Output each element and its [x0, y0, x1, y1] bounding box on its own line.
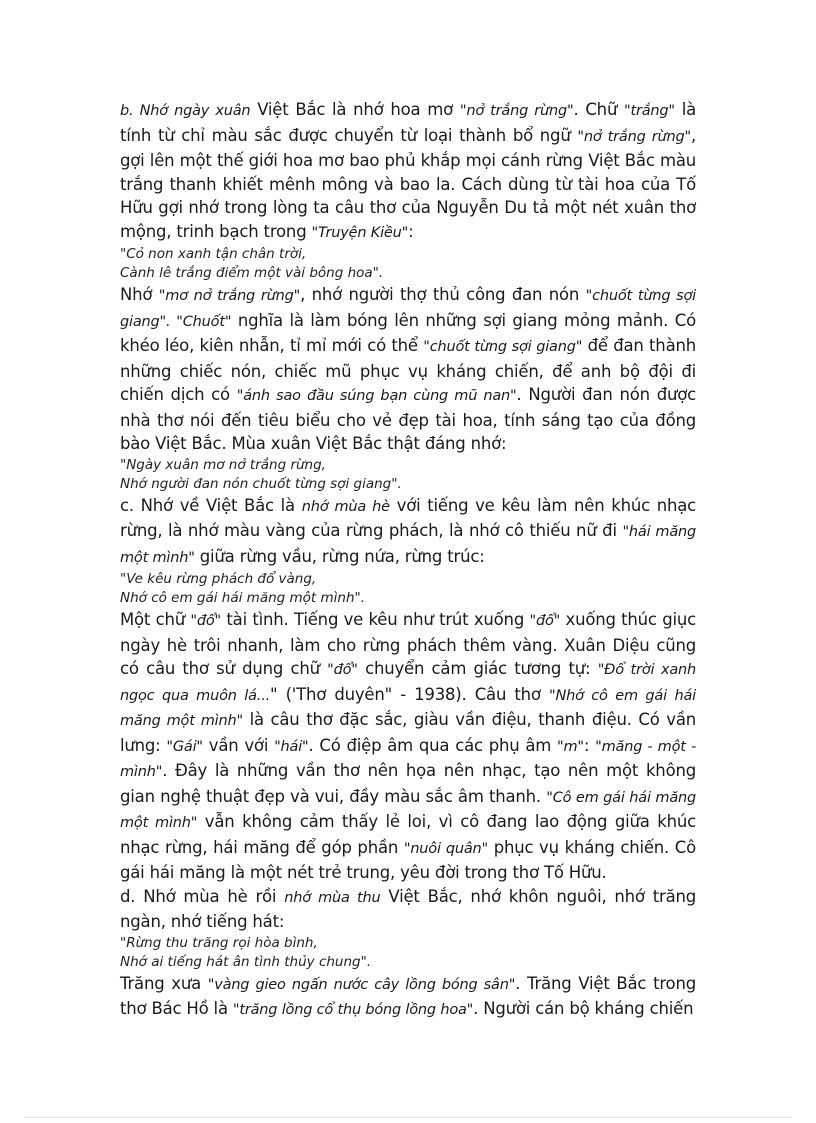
text-run: giữa rừng vầu, rừng nứa, rừng trúc: [194, 546, 485, 566]
quote: "Nhớ cô em gái hái măng một mình" [120, 687, 696, 729]
quote: "Truyện Kiều" [311, 224, 409, 241]
text-run: Một chữ [120, 610, 191, 629]
paragraph-c [120, 494, 696, 571]
text-column [120, 98, 696, 1023]
text-run: là câu thơ đặc sắc, giàu vần điệu, thanh điệu. Có vần lưng: [120, 710, 696, 755]
verse-line: "Rừng thu trăng rọi hòa bình, [120, 934, 318, 951]
verse-line: "Cỏ non xanh tận chân trời, [120, 246, 307, 262]
text-run: vẫn không cảm thấy lẻ loi, vì cô đang lao động giữa khúc nhạc rừng, hái măng để góp phần [120, 812, 696, 857]
quote: "hái măng một mình" [120, 524, 697, 566]
text-run: . Đây là những vần thơ nên họa nên nhạc, tạo nên một không gian nghệ thuật đẹp và vui, đầy màu sắc âm thanh. [120, 761, 696, 806]
text-run: xuống thúc giục ngày hè trôi nhanh, làm cho rừng phách thêm vàng. Xuân Diệu cũng có câu thơ sử dụng chữ [120, 610, 696, 678]
text-run: : [408, 221, 414, 241]
verse-line: Cành lê trắng điểm một vài bông hoa". [120, 265, 384, 281]
page-bottom-divider [24, 1117, 792, 1118]
italic-phrase: nhớ mùa thu [284, 889, 381, 906]
text-run: d. Nhớ mùa hè rồi [120, 886, 285, 906]
verse-line: Nhớ người đan nón chuốt từng sợi giang". [120, 475, 402, 492]
text-run: tài tình. Tiếng ve kêu như trút xuống [221, 610, 530, 629]
verse-line: Nhớ cô em gái hái măng một mình". [120, 590, 366, 606]
text-run: , gợi lên một thế giới hoa mơ bao phủ khắp mọi cánh rừng Việt Bắc màu trắng thanh khiết mênh mông và bao la. Cách dùng từ tài hoa của Tố Hữu gợi nhớ trong lòng ta câu thơ của Nguyễn Du tả một nét xuân thơ mộng, trinh bạch trong [120, 125, 696, 241]
text-run: nghĩa là làm bóng lên những sợi giang mỏng mảnh. Có khéo léo, kiên nhẫn, tỉ mỉ mới có thể [120, 310, 696, 355]
paragraph-do [120, 608, 696, 885]
text-run: . Chữ [573, 100, 625, 119]
paragraph-trang [120, 972, 696, 1023]
quote: "ánh sao đầu súng bạn cùng mũ nan" [236, 388, 517, 404]
quote: "m" [557, 738, 584, 755]
quote: "vàng gieo ngấn nước cây lồng bóng sân" [207, 976, 516, 993]
quote: "nở trắng rừng" [459, 103, 574, 119]
verse-line: Nhớ ai tiếng hát ân tình thủy chung". [120, 953, 372, 970]
verse-line: "Ngày xuân mơ nở trắng rừng, [120, 456, 326, 473]
quote: "Gái" [166, 738, 203, 755]
quote: "đổ" [327, 662, 358, 678]
text-run: " ('Thơ duyên" - 1938). Câu thơ [270, 684, 549, 704]
text-run: Trăng xưa [120, 973, 208, 993]
text-run: Nhớ [120, 285, 159, 304]
text-run: c. Nhớ về Việt Bắc là [120, 495, 302, 515]
text-run: Việt Bắc, nhớ khôn nguôi, nhớ trăng ngàn, nhớ tiếng hát: [120, 886, 697, 931]
text-run: phục vụ kháng chiến. Cô gái hái măng là một nét trẻ trung, yêu đời trong thơ Tố Hữu. [120, 837, 697, 882]
text-run: . Người đan nón được nhà thơ nói đến tiêu biểu cho vẻ đẹp tài hoa, tính sáng tạo của đồng bào Việt Bắc. Mùa xuân Việt Bắc thật đáng nhớ: [120, 385, 696, 453]
text-run: , nhớ người thợ thủ công đan nón [300, 285, 586, 304]
quote: "đổ" [190, 613, 222, 629]
text-run: . Người cán bộ kháng chiến [473, 999, 694, 1018]
text-run: vần với [202, 735, 275, 755]
quote: "nuôi quân" [403, 840, 488, 857]
quote: "mơ nở trắng rừng" [158, 288, 301, 304]
quote: "hái" [274, 738, 309, 755]
text-run: với tiếng ve kêu làm nên khúc nhạc rừng, là nhớ màu vàng của rừng phách, là nhớ cô thiếu nữ đi [120, 495, 696, 540]
quote: "măng - một - mình" [120, 738, 697, 780]
text-run: để đan thành những chiếc nón, chiếc mũ phục vụ kháng chiến, để anh bộ đội đi chiến dịch có [120, 336, 696, 404]
quote: "trắng" [624, 103, 675, 119]
text-run: . Trăng Việt Bắc trong thơ Bác Hồ là [120, 973, 696, 1018]
paragraph-b [120, 98, 696, 245]
text-run: Việt Bắc là nhớ hoa mơ [250, 100, 460, 119]
quote: "chuốt từng sợi giang" [423, 339, 583, 355]
text-run: chuyển cảm giác tương tự: [357, 659, 598, 678]
quote: "chuốt từng sợi giang". "Chuốt" [120, 288, 697, 330]
italic-phrase: b. Nhớ ngày xuân [120, 103, 251, 119]
italic-phrase: nhớ mùa hè [301, 498, 390, 515]
quote: "đổ" [529, 613, 561, 629]
text-run: : [583, 735, 596, 755]
quote: "nở trắng rừng" [577, 128, 691, 145]
paragraph-d [120, 885, 696, 934]
quote: "trăng lồng cổ thụ bóng lồng hoa" [232, 1002, 474, 1018]
quote: "Cô em gái hái măng một mình" [120, 789, 696, 831]
text-run: . Có điệp âm qua các phụ âm [308, 735, 558, 755]
paragraph-non [120, 283, 696, 456]
text-run: là tính từ chỉ màu sắc được chuyển từ loại thành bổ ngữ [120, 100, 697, 145]
verse-line: "Ve kêu rừng phách đổ vàng, [120, 571, 317, 587]
quote: "Đổ trời xanh ngọc qua muôn lá... [120, 662, 696, 704]
